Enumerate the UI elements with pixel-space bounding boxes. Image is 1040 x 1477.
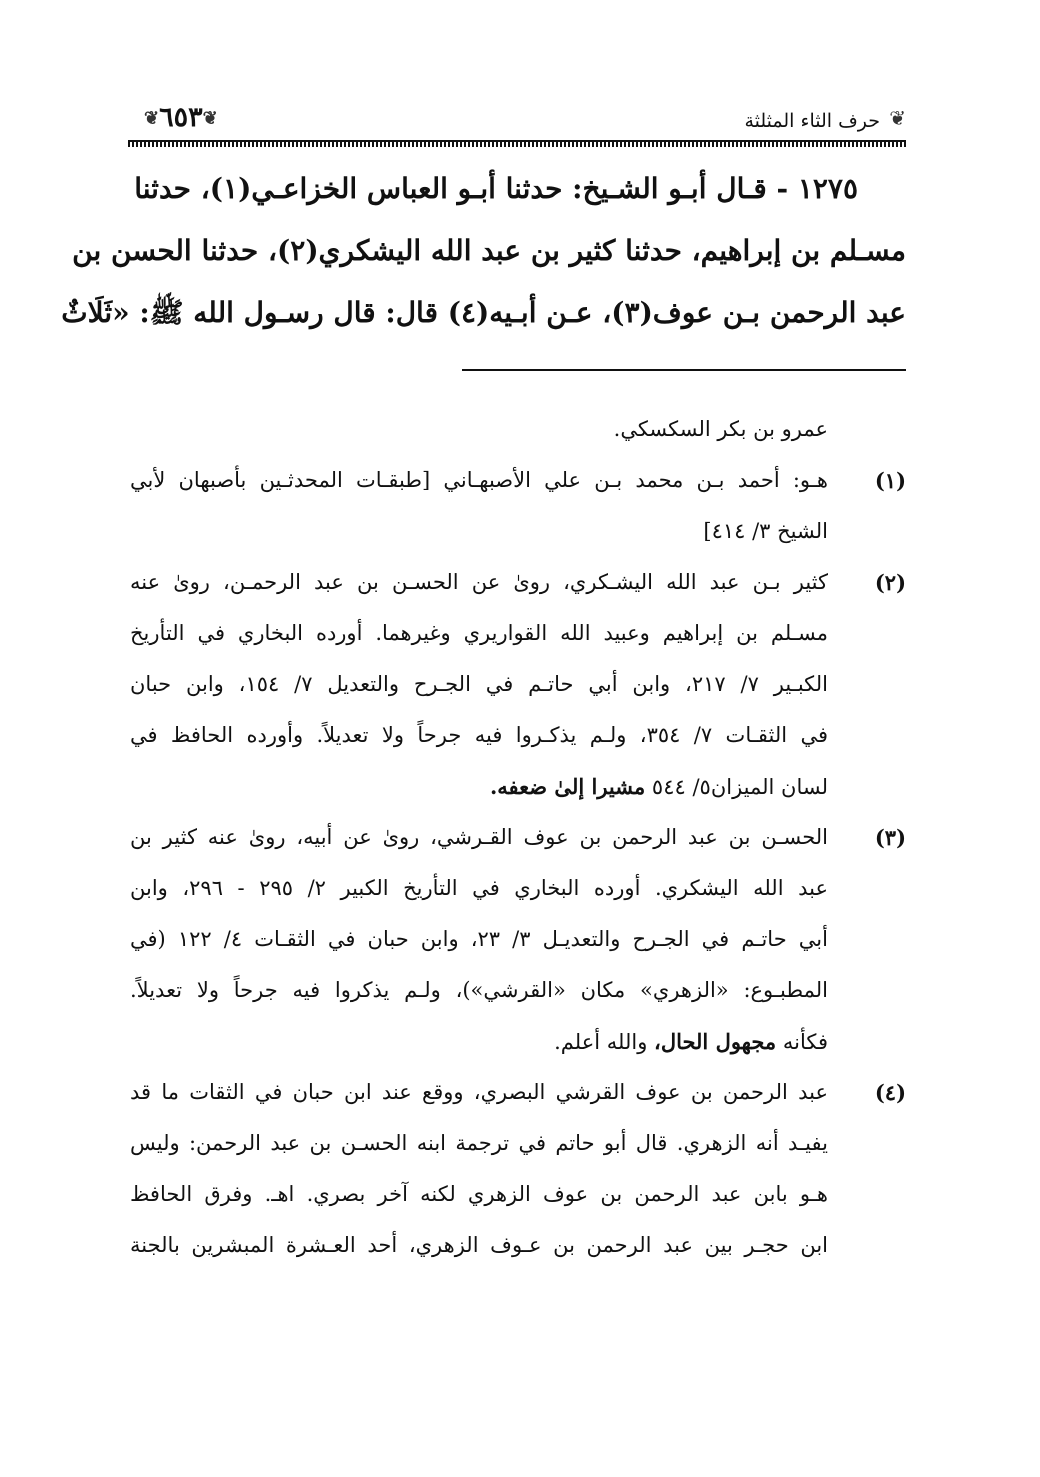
- footnote-line: [130, 761, 828, 812]
- footnote-marker: (٢): [874, 570, 906, 595]
- footnote-line: كثير بـن عبد الله اليشـكري، روىٰ عن الحسـن بن عبد الرحمـن، روىٰ عنه: [130, 570, 828, 594]
- footnote-emphasis: مشيرا إلىٰ ضعفه.: [489, 774, 646, 799]
- hadith-text: [61, 158, 906, 344]
- footnote-line: [130, 1016, 828, 1067]
- footnote-text: فكأنه: [782, 1030, 828, 1054]
- hadith-line: عبد الرحمن بـن عوف(٣)، عـن أبـيه(٤) قال: قال رسـول الله ﷺ: «ثَلَاثٌ: [61, 296, 906, 329]
- footnote-separator: [462, 369, 906, 371]
- section-title: حرف الثاء المثلثة ❦: [744, 110, 906, 132]
- footnote-text: لسان الميزان٥/ ٥٤٤: [651, 775, 828, 799]
- footnote-4: [130, 1067, 906, 1271]
- footnote-line: ابن حجـر بين عبد الرحمن بن عـوف الزهري، أحد العـشرة المبشرين بالجنة: [130, 1233, 828, 1257]
- footnote-line: مسـلم بن إبراهيم وعبيد الله القواريري وغيرهما. أورده البخاري في التأريخ: [130, 621, 828, 645]
- footnote-2: [130, 557, 906, 812]
- footnote-3: [130, 812, 906, 1067]
- hadith-line: مسـلم بن إبراهيم، حدثنا كثير بن عبد الله اليشكري(٢)، حدثنا الحسن بن: [72, 234, 906, 267]
- footnote-line: الشيخ ٣/ ٤١٤]: [703, 519, 828, 543]
- footnote-line: عبد الله اليشكري. أورده البخاري في التأريخ الكبير ٢/ ٢٩٥ - ٢٩٦، وابن: [130, 876, 828, 900]
- footnote-line: الحسـن بن عبد الرحمن بن عوف القـرشي، روىٰ عن أبيه، روىٰ عنه كثير بن: [130, 825, 828, 849]
- footnote-line: المطبـوع: «الزهري» مكان «القرشي»)، ولـم يذكروا فيه جرحاً ولا تعديلاً.: [130, 978, 828, 1002]
- footnote-line: عبد الرحمن بن عوف القرشي البصري، ووقع عند ابن حبان في الثقات ما قد: [130, 1080, 828, 1104]
- hadith-line: ١٢٧٥ - قـال أبـو الشـيخ: حدثنا أبـو العباس الخزاعـي(١)، حدثنا: [134, 172, 858, 205]
- footnote-text: والله أعلم.: [554, 1030, 648, 1054]
- footnote-continuation: عمرو بن بكر السكسكي.: [613, 417, 828, 441]
- footnote-marker: (٣): [874, 825, 906, 850]
- footnote-line: هـو: أحمد بـن محمد بـن علي الأصبهـاني [طبقـات المحدثـين بأصبهان لأبي: [130, 468, 828, 492]
- footnote-line: أبي حاتـم في الجـرح والتعديـل ٣/ ٢٣، وابن حبان في الثقـات ٤/ ١٢٢ (في: [130, 927, 828, 951]
- footnotes: [130, 404, 906, 1271]
- footnote-line: في الثقـات ٧/ ٣٥٤، ولـم يذكـروا فيه جرحاً ولا تعديلاً. وأورده الحافظ في: [130, 723, 828, 747]
- footnote-line: يفيـد أنه الزهري. قال أبو حاتم في ترجمة ابنه الحسـن بن عبد الرحمن: وليس: [130, 1131, 828, 1155]
- footnote-1: [130, 455, 906, 557]
- header-ornamental-rule: [128, 140, 906, 147]
- footnote-marker: (٤): [874, 1080, 906, 1105]
- page-number: ❦ ٦٥٣ ❦: [128, 102, 234, 133]
- footnote-marker: (١): [874, 468, 906, 493]
- footnote-line: الكبـير ٧/ ٢١٧، وابن أبي حاتـم في الجـرح والتعديل ٧/ ١٥٤، وابن حبان: [130, 672, 828, 696]
- running-head: [128, 98, 906, 148]
- footnote-line: هـو بابن عبد الرحمن بن عوف الزهري لكنه آخر بصري. اهـ. وفرق الحافظ: [130, 1182, 828, 1206]
- footnote-emphasis: مجهول الحال،: [654, 1029, 777, 1054]
